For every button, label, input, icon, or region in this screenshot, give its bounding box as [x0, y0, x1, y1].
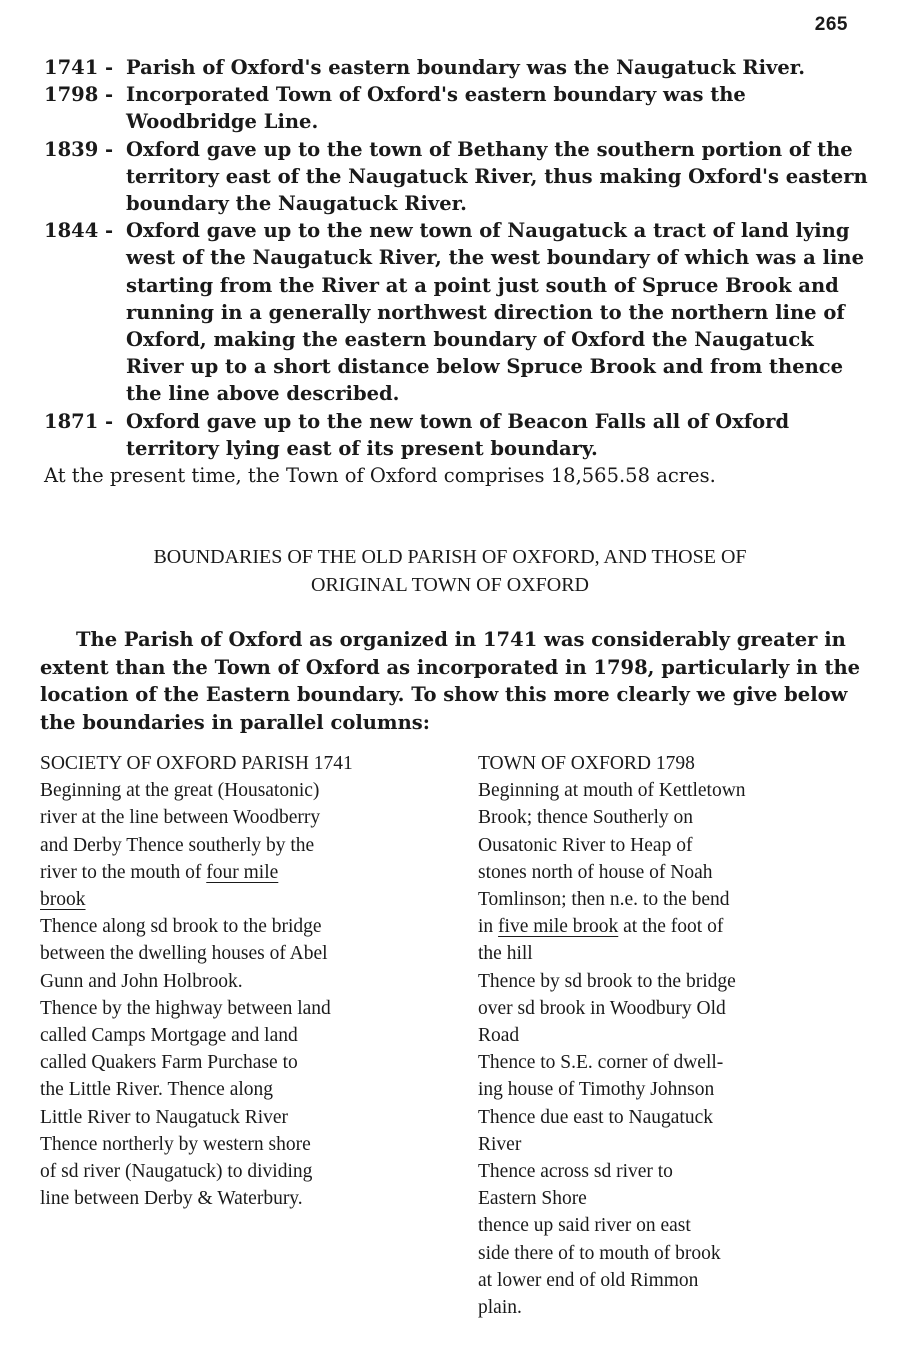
column-line: Thence by sd brook to the bridge [478, 970, 736, 992]
acres-statement: At the present time, the Town of Oxford comprises 18,565.58 acres. [44, 464, 716, 488]
parish-1741-column [40, 750, 470, 1212]
entry-text: Parish of Oxford's eastern boundary was the Naugatuck River. [126, 56, 806, 79]
underlined-line: brook [40, 889, 86, 911]
section-title-line: ORIGINAL TOWN OF OXFORD [311, 574, 589, 596]
column-line: over sd brook in Woodbury Old [478, 997, 726, 1019]
entry-text: Incorporated Town of Oxford's eastern boundary was the Woodbridge Line. [126, 83, 746, 134]
column-line: River [478, 1133, 522, 1155]
town-1798-column [478, 750, 878, 1321]
column-line: Beginning at the great (Housatonic) [40, 780, 320, 802]
chronology-entry [44, 54, 870, 81]
section-title-line: BOUNDARIES OF THE OLD PARISH OF OXFORD, AND THOSE OF [153, 546, 747, 568]
column-line: ing house of Timothy Johnson [478, 1079, 715, 1101]
column-line: the hill [478, 943, 533, 965]
column-line: plain. [478, 1297, 522, 1319]
entry-text: Oxford gave up to the new town of Beacon Falls all of Oxford territory lying east of its present boundary. [126, 409, 790, 460]
entry-text: Oxford gave up to the new town of Naugatuck a tract of land lying west of the Naugatuck River, the west boundary of which was a line starting from the River at a point just south of Spruce Brook and running in a generally northwest direction to the northern line of Oxford, making the eastern boundary of Oxford the Naugatuck River up to a short distance below Spruce Brook and from thence the line above described. [126, 219, 864, 406]
chronology-entry [44, 217, 870, 407]
column-line: Beginning at mouth of Kettletown [478, 780, 746, 802]
column-line: of sd river (Naugatuck) to dividing [40, 1161, 313, 1183]
column-line: side there of to mouth of brook [478, 1242, 721, 1264]
column-heading: SOCIETY OF OXFORD PARISH 1741 [40, 753, 353, 774]
column-line: called Camps Mortgage and land [40, 1025, 298, 1047]
column-line: Little River to Naugatuck River [40, 1106, 289, 1128]
column-line: between the dwelling houses of Abel [40, 943, 328, 965]
column-line: Brook; thence Southerly on [478, 807, 694, 829]
column-heading: TOWN OF OXFORD 1798 [478, 753, 695, 774]
line-text: river to the mouth of [40, 861, 207, 883]
column-line: called Quakers Farm Purchase to [40, 1052, 298, 1074]
entry-year: 1839 - [44, 137, 114, 161]
column-line: Thence to S.E. corner of dwell- [478, 1052, 724, 1074]
column-line: Thence along sd brook to the bridge [40, 916, 322, 938]
chronology-entry [44, 408, 870, 462]
entry-year: 1741 - [44, 56, 114, 79]
underlined-text: five mile brook [498, 916, 619, 938]
column-line: Thence by the highway between land [40, 997, 331, 1019]
column-line: Thence northerly by western shore [40, 1133, 311, 1155]
column-line: Tomlinson; then n.e. to the bend [478, 889, 730, 911]
line-text: at the foot of [618, 916, 724, 938]
chronology-entry [44, 81, 870, 135]
entry-year: 1871 - [44, 409, 114, 433]
boundary-chronology [44, 54, 870, 489]
column-line: Gunn and John Holbrook. [40, 970, 243, 992]
column-line [40, 859, 470, 886]
chronology-entry [44, 136, 870, 218]
column-line: the Little River. Thence along [40, 1079, 274, 1101]
column-line: Road [478, 1025, 520, 1047]
column-line: Thence across sd river to [478, 1161, 673, 1183]
column-line: Thence due east to Naugatuck [478, 1106, 713, 1128]
column-line: Eastern Shore [478, 1188, 587, 1210]
line-text: in [478, 916, 499, 938]
column-line: line between Derby & Waterbury. [40, 1188, 303, 1210]
column-line: and Derby Thence southerly by the [40, 834, 315, 856]
entry-text: Oxford gave up to the town of Bethany the southern portion of the territory east of the Naugatuck River, thus making Oxford's eastern boundary the Naugatuck River. [126, 137, 868, 216]
intro-paragraph: The Parish of Oxford as organized in 1741 was considerably greater in extent than the Town of Oxford as incorporated in 1798, particularly in the location of the Eastern boundary. To show this more clearly we give below the boundaries in parallel columns: [40, 628, 861, 734]
underlined-text: four mile [206, 861, 279, 883]
column-line: at lower end of old Rimmon [478, 1269, 699, 1291]
section-title [40, 543, 860, 599]
column-line: Ousatonic River to Heap of [478, 834, 693, 856]
column-line: river at the line between Woodberry [40, 807, 321, 829]
column-line [478, 913, 878, 940]
column-line: thence up said river on east [478, 1215, 691, 1237]
entry-year: 1798 - [44, 83, 114, 107]
entry-year: 1844 - [44, 219, 114, 243]
column-line: stones north of house of Noah [478, 861, 713, 883]
page-number: 265 [814, 14, 848, 35]
